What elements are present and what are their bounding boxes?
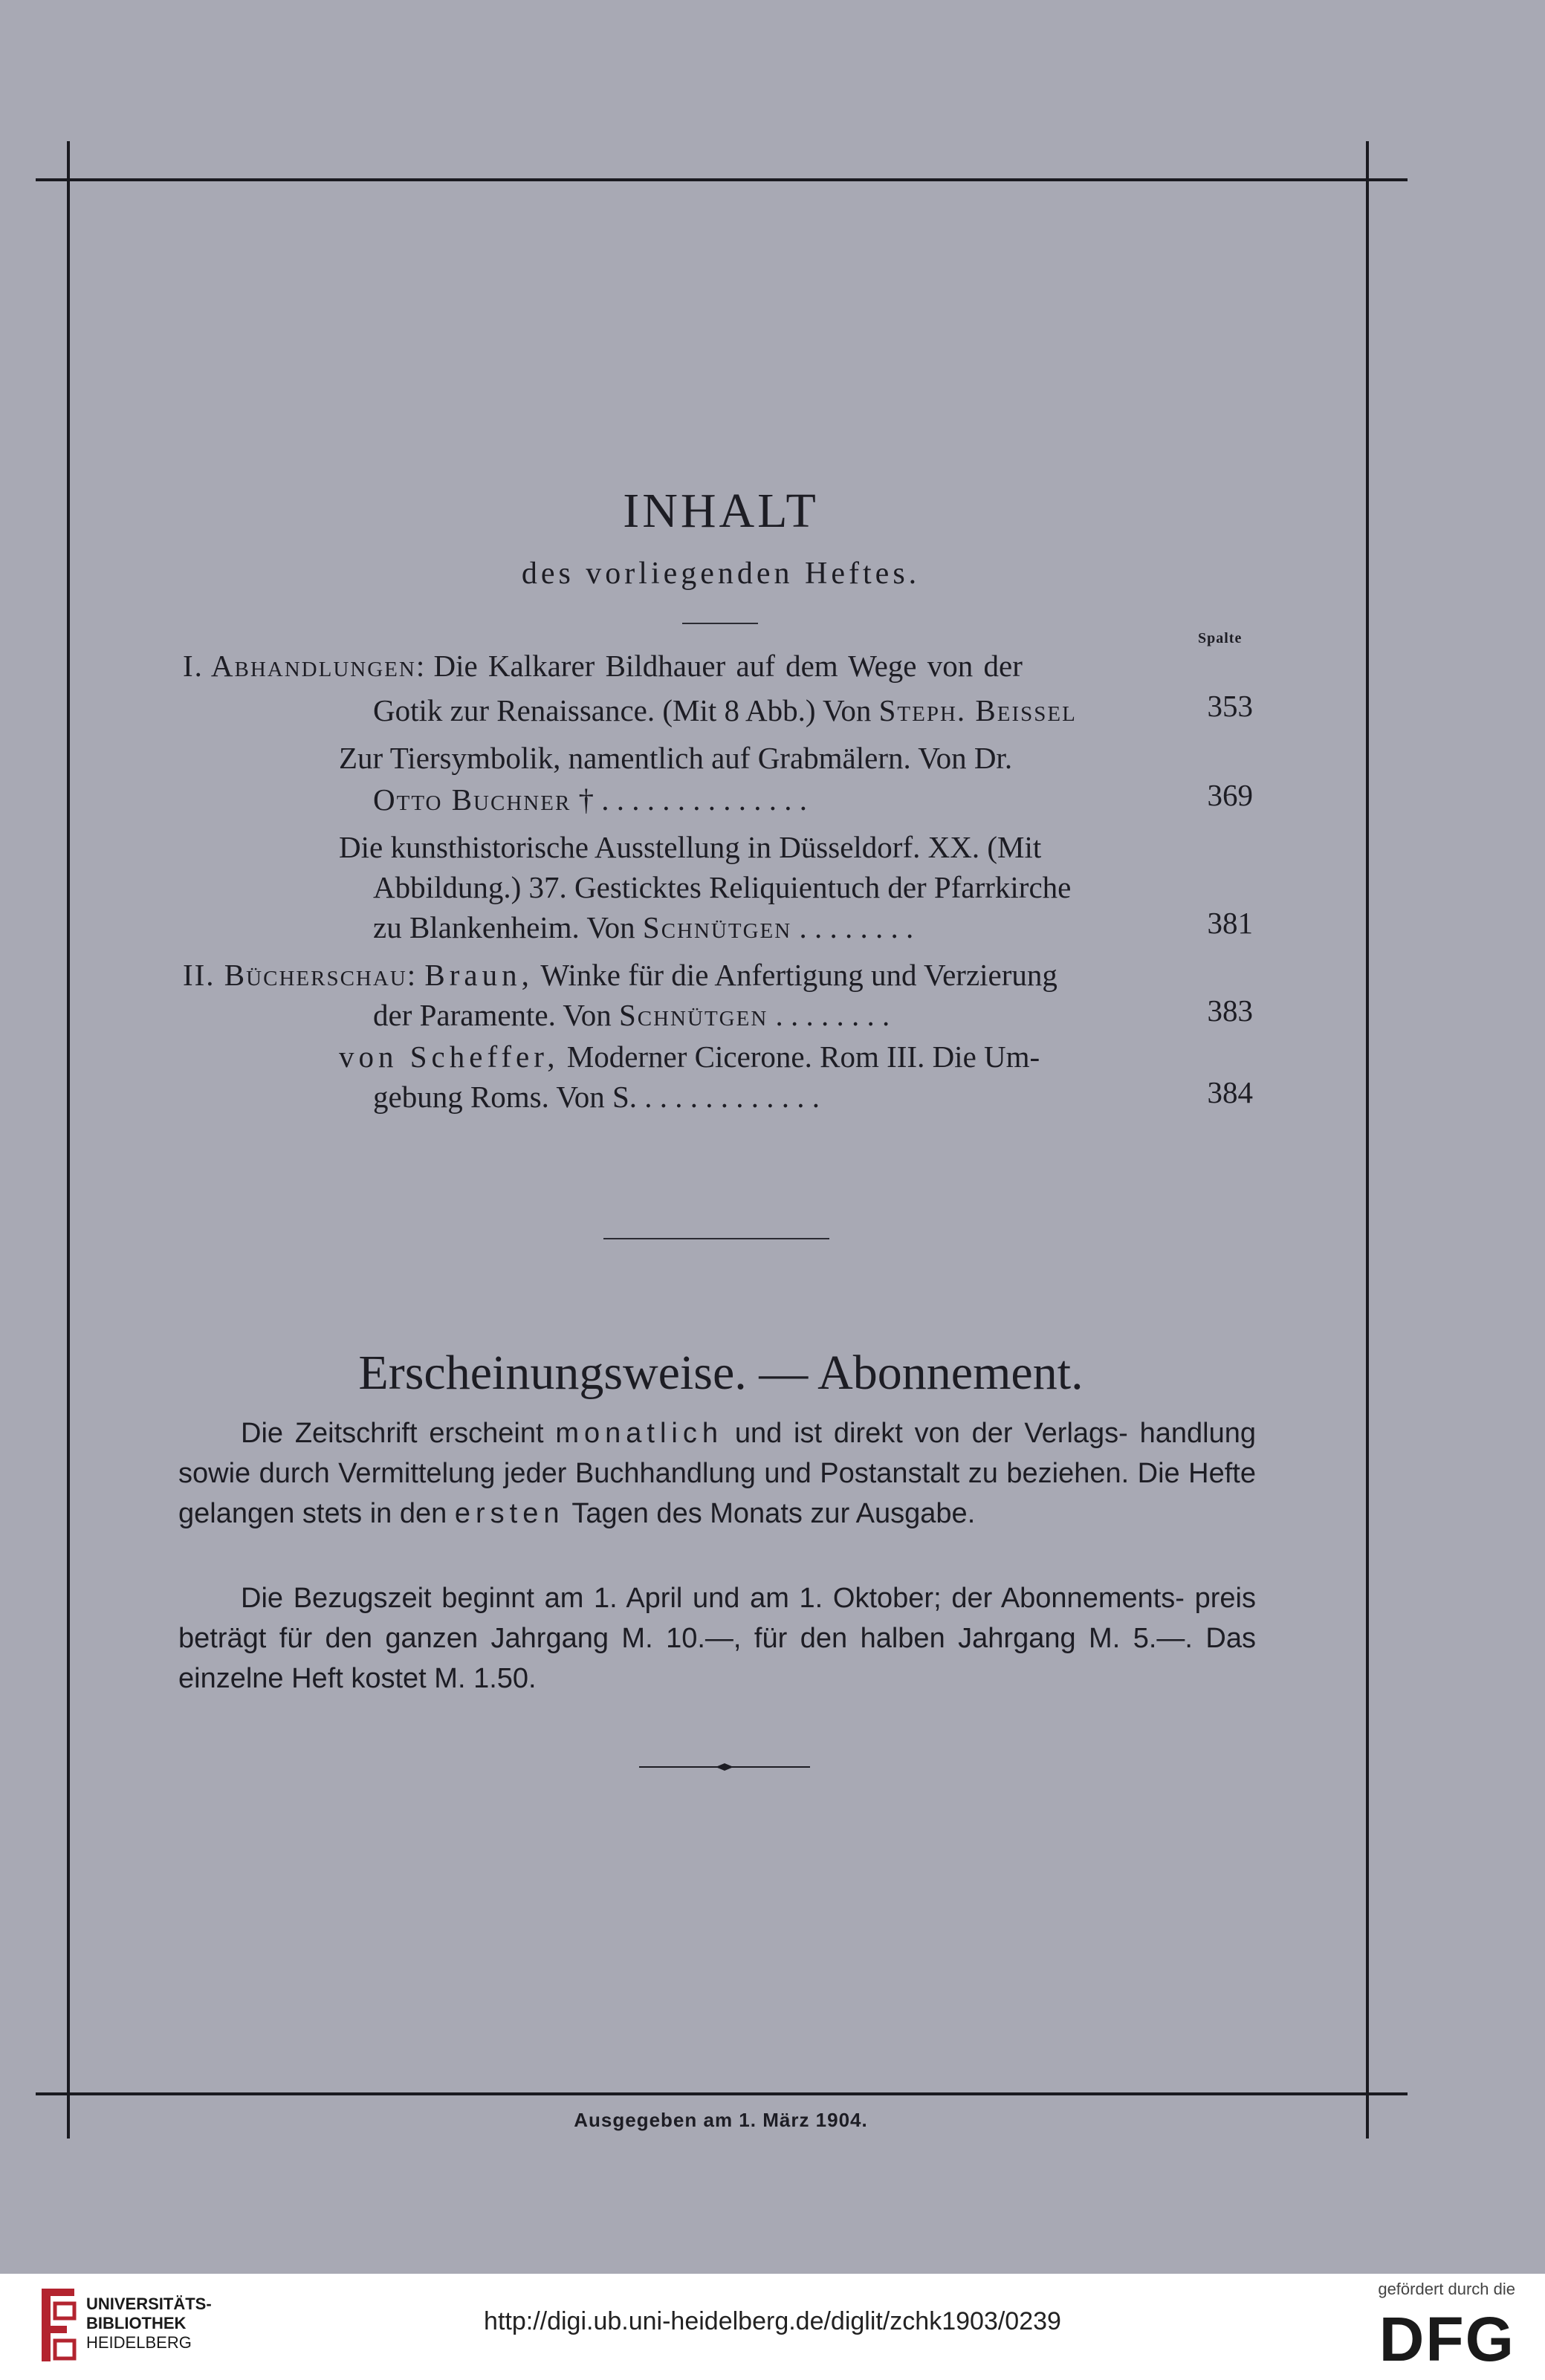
library-name: UNIVERSITÄTS- BIBLIOTHEK HEIDELBERG — [86, 2295, 212, 2352]
subscription-paragraph-2: Die Bezugszeit beginnt am 1. April und am 1. Oktober; der Abonnements- preis beträgt für den ganzen Jahrgang M. 10.—, für den halben Jahrgang M. 5.—. Das einzelne Heft kostet M. 1.50. — [178, 1583, 1256, 1694]
toc-page-number: 381 — [1207, 906, 1253, 940]
ornament-divider — [639, 1761, 810, 1773]
toc-page-number: 353 — [1207, 689, 1253, 723]
contents-title: INHALT — [623, 484, 819, 538]
frame-right-line — [1366, 141, 1369, 2139]
toc-section-1 — [183, 643, 1179, 688]
frame-left-line — [67, 141, 70, 2139]
toc-entry-line — [373, 688, 1191, 733]
section-divider — [603, 1238, 829, 1239]
toc-entry-text: gebung Roms. Von S. . . . . . . . . . . . . — [373, 1080, 820, 1114]
toc-entry-text: Gotik zur Renaissance. (Mit 8 Abb.) Von — [373, 693, 879, 727]
toc-section-2 — [183, 953, 1193, 997]
toc-entry-line — [339, 1034, 1201, 1079]
toc-entry-line — [373, 865, 1205, 909]
toc-entry-text: Die kunsthistorische Ausstellung in Düsseldorf. XX. (Mit — [339, 830, 1042, 864]
toc-entry-text: der Paramente. Von — [373, 998, 619, 1032]
frame-bottom-line — [36, 2092, 1408, 2095]
dfg-logo: DFG — [1379, 2304, 1515, 2374]
toc-leader-dots: . . . . . . . . — [775, 998, 890, 1032]
toc-entry-line — [373, 777, 1191, 822]
column-label: Spalte — [1198, 630, 1243, 646]
toc-entry-text: Die Kalkarer Bildhauer auf dem Wege von der — [433, 649, 1023, 683]
toc-entry-line — [373, 1074, 1191, 1119]
toc-entry-line — [373, 905, 1191, 950]
toc-entry-author: Otto Buchner — [373, 782, 571, 817]
contents-subtitle: des vorliegenden Heftes. — [521, 557, 921, 591]
source-url-link[interactable]: http://digi.ub.uni-heidelberg.de/diglit/zchk1903/0239 — [484, 2307, 1061, 2335]
title-divider — [682, 623, 758, 624]
subscription-heading: Erscheinungsweise. — Abonnement. — [358, 1346, 1084, 1400]
toc-entry-author: Schnütgen — [642, 910, 792, 944]
subscription-paragraph-1: Die Zeitschrift erscheint monatlich und ist direkt von der Verlags- handlung sowie durch Vermittelung jeder Buchhandlung und Postanstalt zu beziehen. Die Hefte gelangen stets in den ersten Tagen des Monats zur Ausgabe. — [178, 1418, 1257, 1529]
toc-entry-text: zu Blankenheim. Von — [373, 910, 643, 944]
section-label: II. Bücherschau: — [183, 958, 418, 992]
toc-entry-line — [373, 993, 1191, 1037]
toc-leader-dots: † . . . . . . . . . . . . . . — [578, 782, 808, 817]
toc-leader-dots: . . . . . . . . — [799, 910, 914, 944]
toc-entry-line — [339, 825, 1201, 869]
toc-entry-name: von Scheffer, — [339, 1040, 560, 1074]
funded-by-label: gefördert durch die — [1378, 2280, 1515, 2298]
toc-entry-name: Braun, — [424, 958, 534, 992]
frame-top-line — [36, 178, 1408, 181]
toc-page-number: 383 — [1207, 993, 1253, 1028]
section-label: I. Abhandlungen: — [183, 649, 427, 683]
toc-entry-author: Steph. Beissel — [878, 693, 1077, 727]
issued-date: Ausgegeben am 1. März 1904. — [574, 2109, 868, 2131]
toc-page-number: 384 — [1207, 1075, 1253, 1109]
toc-entry-text: Moderner Cicerone. Rom III. Die Um- — [566, 1040, 1040, 1074]
toc-entry-line — [339, 736, 1186, 780]
toc-entry-text: Winke für die Anfertigung und Verzierung — [540, 958, 1057, 992]
toc-page-number: 369 — [1207, 778, 1253, 812]
toc-entry-text: Abbildung.) 37. Gesticktes Reliquientuch der Pfarrkirche — [373, 870, 1072, 904]
toc-entry-text: Zur Tiersymbolik, namentlich auf Grabmälern. Von Dr. — [339, 741, 1013, 775]
toc-entry-author: Schnütgen — [618, 998, 768, 1032]
